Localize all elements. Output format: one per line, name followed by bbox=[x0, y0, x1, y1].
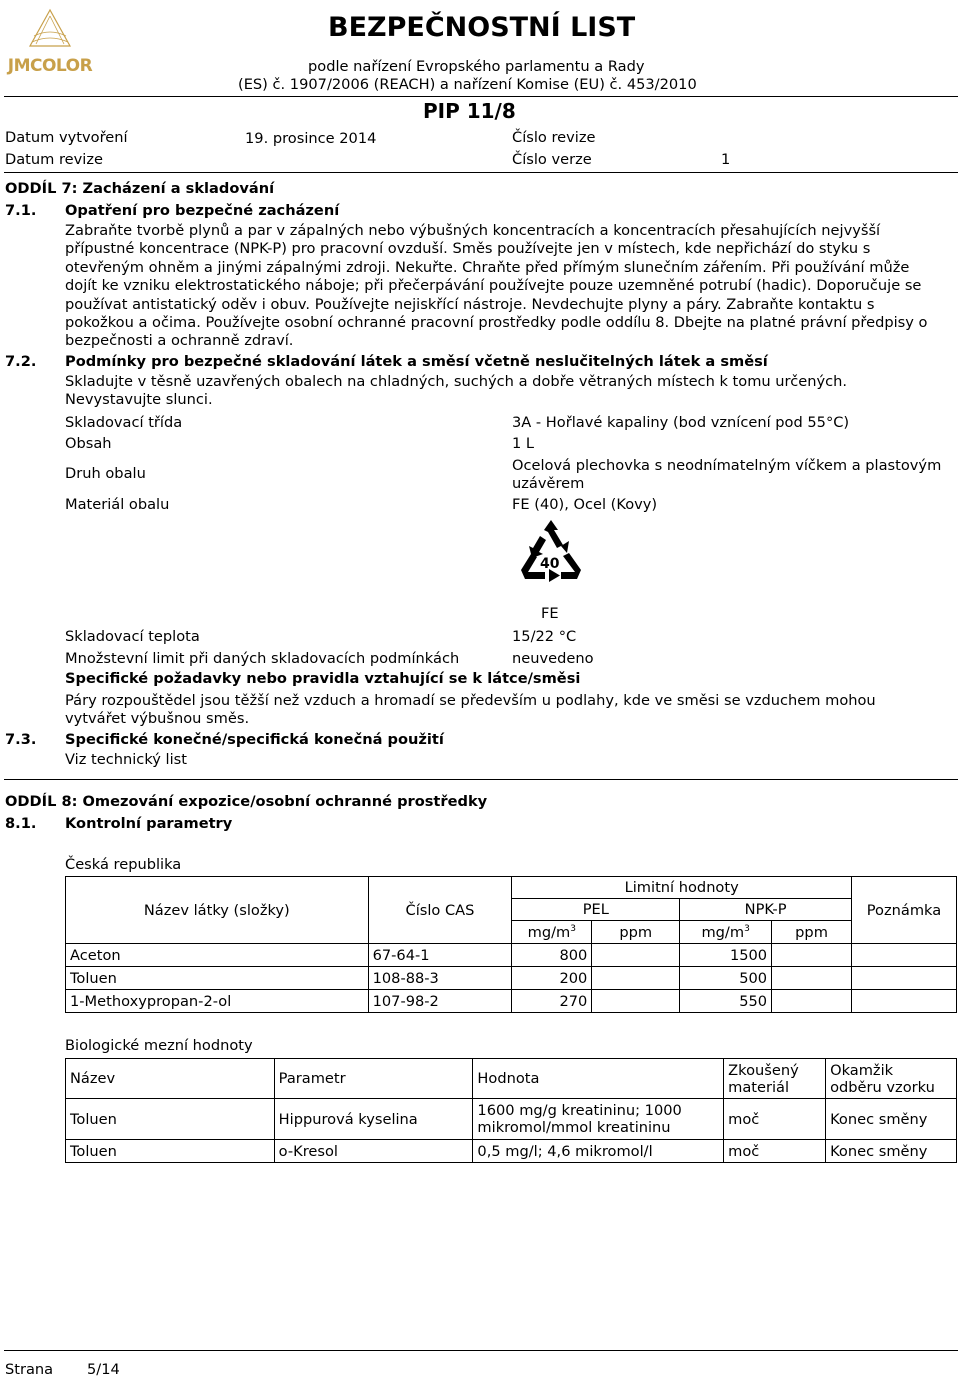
bio-value-line: 1600 mg/g kreatininu; 1000 bbox=[477, 1102, 682, 1119]
section-7-2-title: Podmínky pro bezpečné skladování látek a směsí včetně neslučitelných látek a směsí bbox=[65, 353, 768, 370]
text-line: otevřeným ohněm a jinými zápalnými zdroji. Nekuřte. Chraňte před přímým slunečním zářením. Při používání může bbox=[65, 258, 910, 276]
bio-name: Toluen bbox=[66, 1099, 275, 1140]
header-time-line: Okamžik bbox=[830, 1061, 894, 1079]
table-row bbox=[66, 967, 957, 990]
pel-ppm bbox=[592, 944, 680, 967]
text-line: Nevystavujte slunci. bbox=[65, 391, 213, 409]
header-npkp: NPK-P bbox=[680, 899, 852, 921]
section-7-3-text: Viz technický list bbox=[65, 751, 187, 768]
table-row bbox=[66, 944, 957, 967]
version-label: Číslo verze bbox=[512, 151, 592, 168]
storage-temp-label: Skladovací teplota bbox=[65, 628, 200, 645]
unit-exponent: 3 bbox=[570, 923, 576, 934]
version-value: 1 bbox=[721, 151, 731, 168]
text-line: Skladujte v těsně uzavřených obalech na chladných, suchých a dobře větraných místech k tomu určených. bbox=[65, 373, 848, 390]
text-line: dojít ke vzniku elektrostatického náboje; při přečerpávání používejte pouze uzemněné potrubí (hadic). Doporučuje se bbox=[65, 277, 922, 295]
storage-temp-value: 15/22 °C bbox=[512, 628, 577, 645]
npk-ppm bbox=[772, 967, 852, 990]
unit-pel-mgm bbox=[512, 921, 592, 944]
section-8-1-title: Kontrolní parametry bbox=[65, 815, 233, 832]
npk-ppm bbox=[772, 990, 852, 1013]
note bbox=[852, 944, 957, 967]
content-value: 1 L bbox=[512, 435, 535, 452]
package-type-label: Druh obalu bbox=[65, 465, 146, 482]
package-material-label: Materiál obalu bbox=[65, 496, 170, 513]
package-type-value-1: Ocelová plechovka s neodnímatelným víčkem a plastovým bbox=[512, 457, 942, 474]
header-divider bbox=[4, 96, 958, 97]
header-limit-values: Limitní hodnoty bbox=[512, 877, 852, 899]
pel-mgm: 270 bbox=[512, 990, 592, 1013]
table-row bbox=[66, 1140, 957, 1163]
note bbox=[852, 967, 957, 990]
regulation-line-1: podle nařízení Evropského parlamentu a Rady bbox=[308, 58, 645, 75]
text-line: vytvářet výbušnou směs. bbox=[65, 710, 250, 728]
exposure-limits-table bbox=[65, 876, 957, 1013]
unit-exponent: 3 bbox=[744, 923, 750, 934]
revision-date-label: Datum revize bbox=[5, 151, 103, 168]
unit-text: mg/m bbox=[527, 923, 571, 941]
specific-requirements-text bbox=[65, 692, 957, 729]
cas-number: 108-88-3 bbox=[368, 967, 512, 990]
created-label: Datum vytvoření bbox=[5, 129, 128, 146]
substance-name: 1-Methoxypropan-2-ol bbox=[66, 990, 369, 1013]
biological-limits-title: Biologické mezní hodnoty bbox=[65, 1037, 253, 1054]
bio-value bbox=[473, 1099, 724, 1140]
regulation-line-2: (ES) č. 1907/2006 (REACH) a nařízení Komise (EU) č. 453/2010 bbox=[238, 76, 697, 93]
text-line: bezpečnosti a ochranně zdraví. bbox=[65, 332, 294, 350]
header-material bbox=[724, 1059, 826, 1099]
header-sampling-time bbox=[826, 1059, 957, 1099]
npk-mgm: 500 bbox=[680, 967, 772, 990]
section-8-title: ODDÍL 8: Omezování expozice/osobní ochranné prostředky bbox=[5, 793, 488, 810]
text-line: Páry rozpouštědel jsou těžší než vzduch a hromadí se především u podlahy, kde ve směsi se vzduchem mohou bbox=[65, 692, 876, 709]
country-label: Česká republika bbox=[65, 856, 182, 873]
header-bottom-divider bbox=[4, 172, 958, 173]
recycle-number: 40 bbox=[540, 556, 560, 572]
header-time-line: odběru vzorku bbox=[830, 1078, 935, 1096]
npk-ppm bbox=[772, 944, 852, 967]
quantity-limit-value: neuvedeno bbox=[512, 650, 594, 667]
header-value: Hodnota bbox=[473, 1059, 724, 1099]
product-name: PIP 11/8 bbox=[423, 99, 516, 123]
content-label: Obsah bbox=[65, 435, 112, 452]
header-name: Název bbox=[66, 1059, 275, 1099]
logo bbox=[4, 6, 96, 82]
page-number: 5/14 bbox=[87, 1361, 120, 1378]
header-cas-number: Číslo CAS bbox=[368, 877, 512, 944]
cas-number: 67-64-1 bbox=[368, 944, 512, 967]
section-divider bbox=[4, 779, 958, 780]
package-type-value-2: uzávěrem bbox=[512, 475, 585, 492]
bio-sampling-time: Konec směny bbox=[826, 1140, 957, 1163]
section-7-2-text bbox=[65, 373, 957, 410]
logo-mark-icon bbox=[4, 6, 96, 58]
created-value: 19. prosince 2014 bbox=[245, 130, 377, 147]
table-row bbox=[66, 990, 957, 1013]
section-7-1-title: Opatření pro bezpečné zacházení bbox=[65, 202, 340, 219]
bio-material: moč bbox=[724, 1140, 826, 1163]
header-pel: PEL bbox=[512, 899, 680, 921]
text-line: přípustné koncentrace (NPK-P) pro pracovní ovzduší. Směs používejte jen v místech, kde nepřichází do styku s bbox=[65, 240, 871, 258]
section-7-3-number: 7.3. bbox=[5, 731, 37, 748]
cas-number: 107-98-2 bbox=[368, 990, 512, 1013]
unit-text: mg/m bbox=[701, 923, 745, 941]
text-line: pokožkou a očima. Používejte osobní ochranné pracovní prostředky podle oddílu 8. Dbejte na platné právní předpisy o bbox=[65, 314, 928, 332]
pel-ppm bbox=[592, 967, 680, 990]
bio-value: 0,5 mg/l; 4,6 mikromol/l bbox=[473, 1140, 724, 1163]
footer-divider bbox=[4, 1350, 958, 1351]
header-material-line: materiál bbox=[728, 1078, 790, 1096]
section-7-title: ODDÍL 7: Zacházení a skladování bbox=[5, 180, 275, 197]
revision-number-label: Číslo revize bbox=[512, 129, 596, 146]
substance-name: Toluen bbox=[66, 967, 369, 990]
document-title: BEZPEČNOSTNÍ LIST bbox=[328, 12, 636, 43]
bio-value-line: mikromol/mmol kreatininu bbox=[477, 1119, 671, 1136]
header-note: Poznámka bbox=[852, 877, 957, 944]
pel-ppm bbox=[592, 990, 680, 1013]
bio-material: moč bbox=[724, 1099, 826, 1140]
header-parameter: Parametr bbox=[274, 1059, 473, 1099]
specific-requirements-title: Specifické požadavky nebo pravidla vztahující se k látce/směsi bbox=[65, 670, 581, 687]
pel-mgm: 800 bbox=[512, 944, 592, 967]
bio-parameter: Hippurová kyselina bbox=[274, 1099, 473, 1140]
unit-pel-ppm: ppm bbox=[592, 921, 680, 944]
text-line: Zabraňte tvorbě plynů a par v zápalných nebo výbušných koncentracích a koncentracích přesahujících nejvyšší bbox=[65, 222, 881, 239]
recycling-symbol bbox=[505, 516, 597, 600]
npk-mgm: 550 bbox=[680, 990, 772, 1013]
page-label: Strana bbox=[5, 1361, 54, 1378]
substance-name: Aceton bbox=[66, 944, 369, 967]
biological-limits-table bbox=[65, 1058, 957, 1163]
npk-mgm: 1500 bbox=[680, 944, 772, 967]
section-7-1-number: 7.1. bbox=[5, 202, 37, 219]
section-7-1-text bbox=[65, 222, 957, 351]
storage-class-value: 3A - Hořlavé kapaliny (bod vznícení pod 55°C) bbox=[512, 414, 850, 431]
header-material-line: Zkoušený bbox=[728, 1061, 799, 1079]
unit-npk-mgm bbox=[680, 921, 772, 944]
package-material-value: FE (40), Ocel (Kovy) bbox=[512, 496, 658, 513]
table-row bbox=[66, 1099, 957, 1140]
recycle-code: FE bbox=[541, 605, 559, 622]
note bbox=[852, 990, 957, 1013]
storage-class-label: Skladovací třída bbox=[65, 414, 183, 431]
bio-sampling-time: Konec směny bbox=[826, 1099, 957, 1140]
bio-parameter: o-Kresol bbox=[274, 1140, 473, 1163]
pel-mgm: 200 bbox=[512, 967, 592, 990]
bio-name: Toluen bbox=[66, 1140, 275, 1163]
text-line: používat antistatický oděv i obuv. Používejte nejiskřící nástroje. Nevdechujte plyny a páry. Zabraňte kontaktu s bbox=[65, 295, 875, 313]
section-7-2-number: 7.2. bbox=[5, 353, 37, 370]
logo-text: JMCOLOR bbox=[7, 56, 93, 76]
section-7-3-title: Specifické konečné/specifická konečná použití bbox=[65, 731, 444, 748]
section-8-1-number: 8.1. bbox=[5, 815, 37, 832]
header-substance-name: Název látky (složky) bbox=[66, 877, 369, 944]
unit-npk-ppm: ppm bbox=[772, 921, 852, 944]
quantity-limit-label: Množstevní limit při daných skladovacích podmínkách bbox=[65, 650, 460, 667]
